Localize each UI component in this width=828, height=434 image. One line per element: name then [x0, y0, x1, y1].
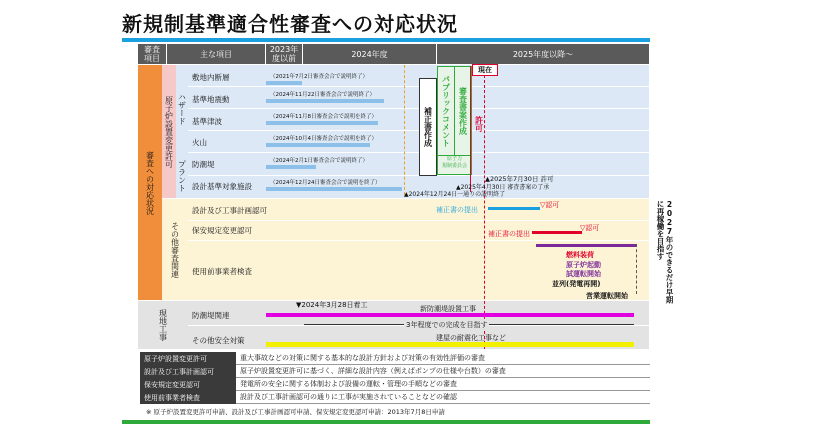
bar-design-basis — [266, 187, 402, 191]
group-work-label: 現地工事 — [158, 309, 168, 341]
row-divider — [188, 240, 649, 241]
footnote: ※ 原子炉設置変更許可申請、設計及び工事計画認可申請、保安規定変更認可申請：2013年7月8日申請 — [146, 408, 445, 416]
bar-new-wall — [266, 313, 634, 317]
event-hosei-1: 補正書の提出 — [436, 206, 478, 214]
event-ninka-1: ▽認可 — [540, 201, 560, 209]
event-building: 建屋の耐震化工事など — [436, 334, 506, 342]
def-key: 使用前事業者検査 — [140, 391, 236, 404]
bar-tsunami — [266, 121, 378, 125]
permit-label: 許可 — [474, 116, 484, 132]
box-regulatory-committee: 原子力 規制委員会 — [437, 155, 472, 175]
row-label-design-basis: 設計基準対象施設 — [192, 182, 252, 191]
def-value: 発電所の安全に関する体制および設備の運転・管理の手順などの審査 — [236, 378, 650, 391]
event-trial: 試運転開始 — [566, 270, 601, 278]
bar-fault — [266, 81, 302, 85]
bar-design-permit — [488, 207, 540, 210]
bar-seawall — [266, 165, 316, 169]
bottom-rule — [122, 420, 650, 424]
sub-hazard-label: ハザード — [177, 93, 187, 125]
bar-quake — [266, 99, 384, 103]
box-public-comment: パブリックコメント — [437, 66, 455, 156]
header-2025: 2025年度以降～ — [437, 44, 649, 64]
now-marker: 現在 — [472, 64, 498, 76]
row-label-seawall: 防潮堤 — [192, 160, 215, 169]
row-label-seawall-work: 防潮堤関連 — [192, 311, 230, 320]
permit-panel — [138, 65, 649, 198]
event-dec24: ▲2024年12月24日一通りの説明終了 — [404, 191, 506, 198]
event-apr30: ▲2025年4月30日 審査書案の了承 — [456, 184, 550, 191]
event-commercial: 営業運転開始 — [586, 292, 628, 300]
event-parallel: 並列(発電再開) — [552, 280, 601, 288]
event-ninka-2: ▽認可 — [580, 224, 600, 232]
header-2024: 2024年度 — [303, 44, 436, 64]
group-other-label: その他審査関連 — [170, 221, 180, 278]
row-label-tsunami: 基準津波 — [192, 117, 222, 126]
row-note-quake: （2024年11月22日審査会合で説明終了） — [270, 92, 375, 98]
title-rule — [122, 38, 650, 42]
def-value: 原子炉設置変更許可に基づく、詳細な設計内容（例えばポンプの仕様や台数）の審査 — [236, 365, 650, 378]
sub-plant-label: プラント — [177, 159, 187, 192]
dashed-line — [404, 65, 405, 195]
side-note: 2027年のできるだけ早期に再稼働を目指す — [656, 200, 674, 304]
row-label-other-safety: その他安全対策 — [192, 336, 245, 345]
row-label-safety-rule: 保安規定変更認可 — [192, 226, 252, 235]
event-fuel: 燃料装荷 — [566, 251, 594, 259]
def-key: 原子炉設置変更許可 — [140, 352, 236, 365]
def-value: 重大事故などの対策に関する基本的な設計方針および対策の有効性評価の審査 — [236, 352, 650, 365]
bar-safety-rule — [532, 231, 582, 234]
row-label-volcano: 火山 — [192, 138, 207, 147]
bar-inspection — [536, 244, 636, 247]
row-label-fault: 敷地内断層 — [192, 73, 230, 82]
row-note-volcano: （2024年10月4日審査会合で説明を終了） — [270, 136, 377, 142]
row-label-design-permit: 設計及び工事計画認可 — [192, 206, 267, 215]
event-jul30: ▲2025年7月30日 許可 — [485, 175, 554, 183]
row-note-tsunami: （2024年11月8日審査会合で説明を終了） — [270, 114, 377, 120]
inspection-dashed-line — [636, 244, 637, 294]
row-note-fault: （2021年7月2日審査会合で説明終了） — [270, 74, 368, 80]
group-permit-label: 原子炉設置変更許可 — [162, 65, 176, 198]
row-label-inspection: 使用前事業者検査 — [192, 267, 252, 276]
def-value: 設計及び工事計画認可の通りに工事が実施されていることなどの確認 — [236, 391, 650, 404]
def-key: 保安規定変更認可 — [140, 378, 236, 391]
definitions-table — [140, 352, 650, 404]
row-note-design-basis: （2024年12月24日審査会合で説明を終了） — [270, 180, 381, 186]
event-startup: 原子炉起動 — [566, 261, 601, 269]
row-label-quake: 基準地震動 — [192, 95, 230, 104]
header-category: 審査 項目 — [138, 44, 166, 64]
bar-volcano — [266, 143, 370, 147]
box-hosei: 補正書作成 — [419, 78, 437, 176]
row-note-seawall: （2024年2月1日審査会合で説明終了） — [270, 158, 368, 164]
event-hosei-2: 補正書の提出 — [488, 230, 530, 238]
header-2023: 2023年 度以前 — [266, 44, 302, 64]
def-key: 設計及び工事計画認可 — [140, 365, 236, 378]
header-items: 主な項目 — [167, 44, 265, 64]
row-divider — [188, 220, 649, 221]
event-work-start: ▼2024年3月28日着工 — [296, 301, 368, 309]
group-review-label: 審査への対応状況 — [138, 65, 162, 300]
event-three-years: 3年程度での完成を目指す — [406, 321, 488, 329]
now-solid-line — [470, 66, 471, 192]
page-title: 新規制基準適合性審査への対応状況 — [122, 12, 458, 36]
box-review-draft: 審査書案作成 — [454, 66, 472, 156]
event-new-wall: 新防潮堤設置工事 — [420, 305, 476, 313]
